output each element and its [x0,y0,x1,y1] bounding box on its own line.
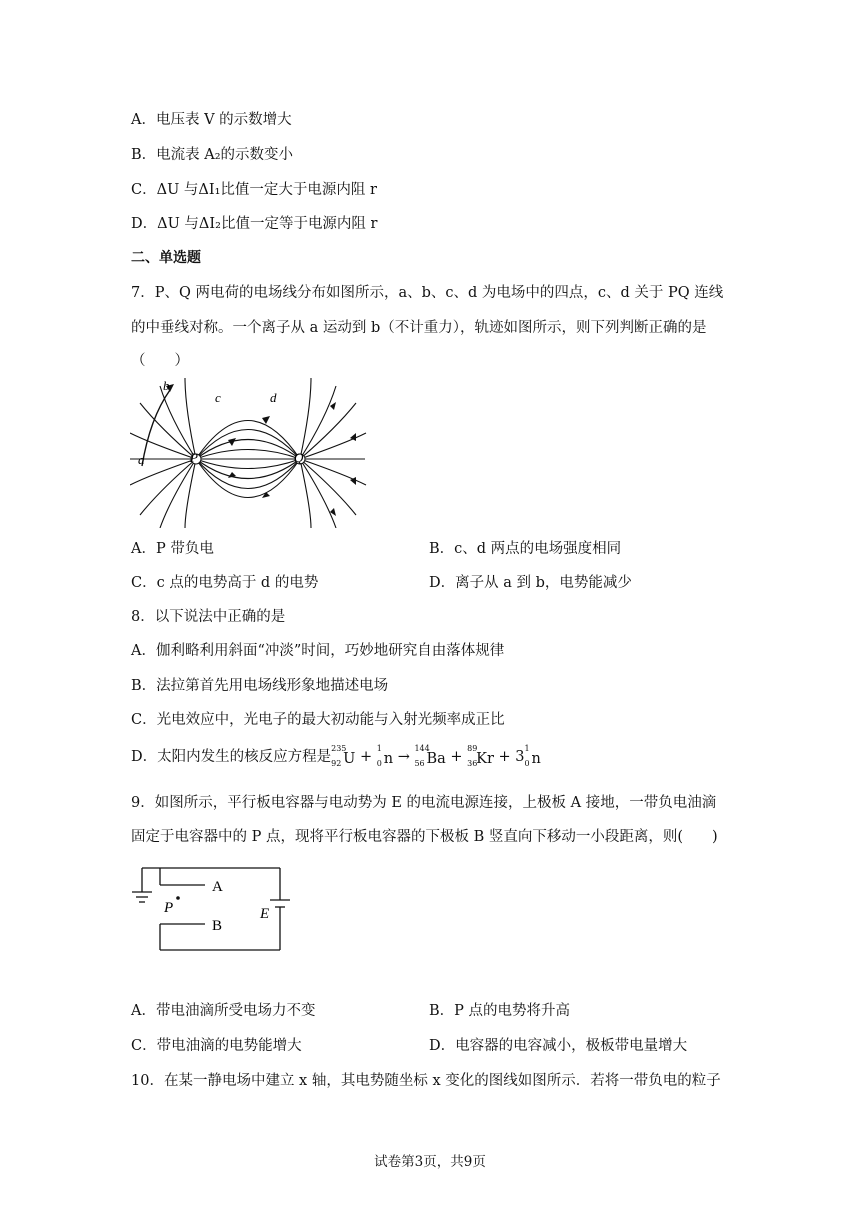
nuclide-u235: 235 92 U [331,744,356,768]
label-d: d [270,390,277,405]
section-heading: 二、单选题 [131,250,201,266]
q7-stem-line2: 的中垂线对称。一个离子从 a 运动到 b（不计重力），轨迹如图所示，则下列判断正确的是 [131,320,707,336]
q9-option-d: D．电容器的电容减小，极板带电量增大 [429,1038,688,1054]
q8-option-a: A．伽利略利用斜面“冲淡”时间，巧妙地研究自由落体规律 [131,643,505,659]
q6-option-c: C．ΔU 与ΔI₁比值一定大于电源内阻 r [131,182,377,198]
label-plate-A: A [212,879,223,895]
q9-stem-line1: 9．如图所示，平行板电容器与电动势为 E 的电流电源连接，上极板 A 接地，一带负电油滴 [131,795,717,811]
q9-option-c: C．带电油滴的电势能增大 [131,1038,302,1054]
label-emf-E: E [260,906,270,922]
label-plate-B: B [212,918,223,934]
q7-option-a: A．P 带负电 [131,541,214,557]
q9-option-a: A．带电油滴所受电场力不变 [131,1003,316,1019]
plus-sign: + [498,749,511,765]
label-b: b [163,378,170,393]
q7-stem-line3: （ ） [131,353,189,369]
plus-sign: + [450,749,463,765]
q6-option-a: A．电压表 V 的示数增大 [131,112,292,128]
nuclide-ba144: 144 56 Ba [414,744,446,768]
label-Q: Q [294,450,304,465]
label-c: c [215,390,221,405]
q8-option-b: B．法拉第首先用电场线形象地描述电场 [131,678,389,694]
capacitor-circuit-diagram [130,860,300,958]
nuclide-neutron: 1 0 n [376,744,394,768]
q8-option-c: C．光电效应中，光电子的最大初动能与入射光频率成正比 [131,712,505,728]
q7-option-c: C．c 点的电势高于 d 的电势 [131,575,319,591]
q6-option-d: D．ΔU 与ΔI₂比值一定等于电源内阻 r [131,216,378,232]
coefficient: 3 [515,749,525,765]
q10-stem-line1: 10．在某一静电场中建立 x 轴，其电势随坐标 x 变化的图线如图所示．若将一带负电的粒子 [131,1073,721,1089]
plus-sign: + [359,749,373,765]
electric-field-diagram [130,378,370,528]
q6-option-b: B．电流表 A₂的示数变小 [131,147,294,163]
q7-option-b: B．c、d 两点的电场强度相同 [429,541,622,557]
q8-option-d-prefix: D．太阳内发生的核反应方程是 [131,749,332,765]
page-footer: 试卷第3页，共9页 [374,1154,486,1170]
q8-option-d [131,744,541,770]
q7-stem-line1: 7．P、Q 两电荷的电场线分布如图所示，a、b、c、d 为电场中的四点，c、d 关于 PQ 连线 [131,285,724,301]
nuclide-kr89: 89 36 Kr [467,744,494,768]
q8-stem: 8．以下说法中正确的是 [131,609,286,625]
q9-stem-line2: 固定于电容器中的 P 点，现将平行板电容器的下极板 B 竖直向下移动一小段距离，则( ) [131,829,718,845]
nuclide-neutron: 1 0 n [524,744,541,768]
q9-option-b: B．P 点的电势将升高 [429,1003,571,1019]
label-point-P: P [164,900,174,916]
label-P: P [190,450,198,465]
q7-option-d: D．离子从 a 到 b，电势能减少 [429,575,632,591]
reaction-arrow: → [397,749,410,765]
label-a: a [138,452,145,467]
